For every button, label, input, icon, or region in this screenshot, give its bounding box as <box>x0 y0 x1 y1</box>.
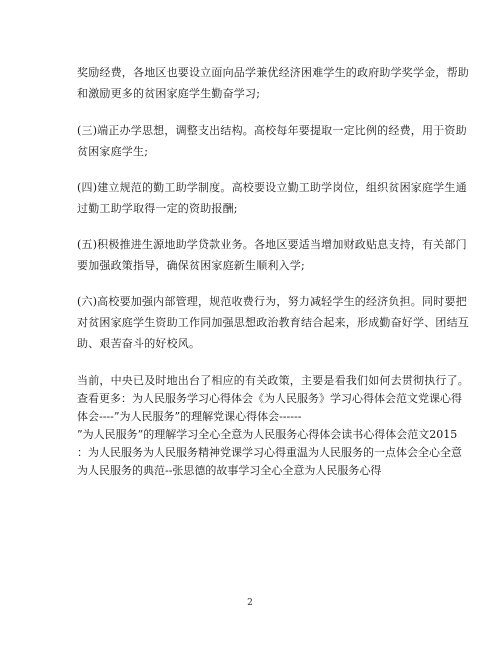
page-number: 2 <box>247 598 253 608</box>
text-line: 助、艰苦奋斗的好校风。 <box>77 337 201 350</box>
text-line[interactable]: 为人民服务的典范--张思德的故事学习全心全意为人民服务心得 <box>77 464 382 477</box>
text-line: (五)积极推进生源地助学贷款业务。各地区要适当增加财政贴息支持，有关部门 <box>77 238 467 251</box>
text-line: 贫困家庭学生; <box>77 145 149 158</box>
text-line: 奖励经费，各地区也要设立面向品学兼优经济困难学生的政府助学奖学金，帮助 <box>77 66 469 79</box>
text-line: 当前，中央已及时地出台了相应的有关政策，主要是看我们如何去贯彻执行了。 <box>77 374 469 387</box>
paragraph-item-6 <box>77 291 469 354</box>
paragraph-conclusion <box>77 370 469 391</box>
text-line: 对贫困家庭学生资助工作同加强思想政治教育结合起来，形成勤奋好学、团结互 <box>77 316 469 329</box>
paragraph-funding-tail <box>77 62 469 104</box>
text-line[interactable]: 体会----”为人民服务”的理解党课心得体会------ <box>77 410 302 423</box>
text-line[interactable]: 查看更多：为人民服务学习心得体会《为人民服务》学习心得体会范文党课心得 <box>77 392 462 405</box>
text-line: 过勤工助学取得一定的资助报酬; <box>77 202 238 215</box>
text-line: (四)建立规范的勤工助学制度。高校要设立勤工助学岗位，组织贫困家庭学生通 <box>77 181 467 194</box>
text-line: (六)高校要加强内部管理，规范收费行为，努力减轻学生的经济负担。同时要把 <box>77 295 467 308</box>
text-line: 要加强政策指导，确保贫困家庭新生顺利入学; <box>77 259 305 272</box>
see-more-links[interactable] <box>77 390 462 480</box>
paragraph-item-3 <box>77 120 467 162</box>
text-line[interactable]: ”为人民服务”的理解学习全心全意为人民服务心得体会读书心得体会范文2015 <box>77 428 458 441</box>
text-line: 和激励更多的贫困家庭学生勤奋学习; <box>77 87 261 100</box>
paragraph-item-4 <box>77 177 467 219</box>
paragraph-item-5 <box>77 234 467 276</box>
text-line[interactable]: ：为人民服务为人民服务精神党课学习心得重温为人民服务的一点体会全心全意 <box>77 446 462 459</box>
text-line: (三)端正办学思想，调整支出结构。高校每年要提取一定比例的经费，用于资助 <box>77 124 467 137</box>
